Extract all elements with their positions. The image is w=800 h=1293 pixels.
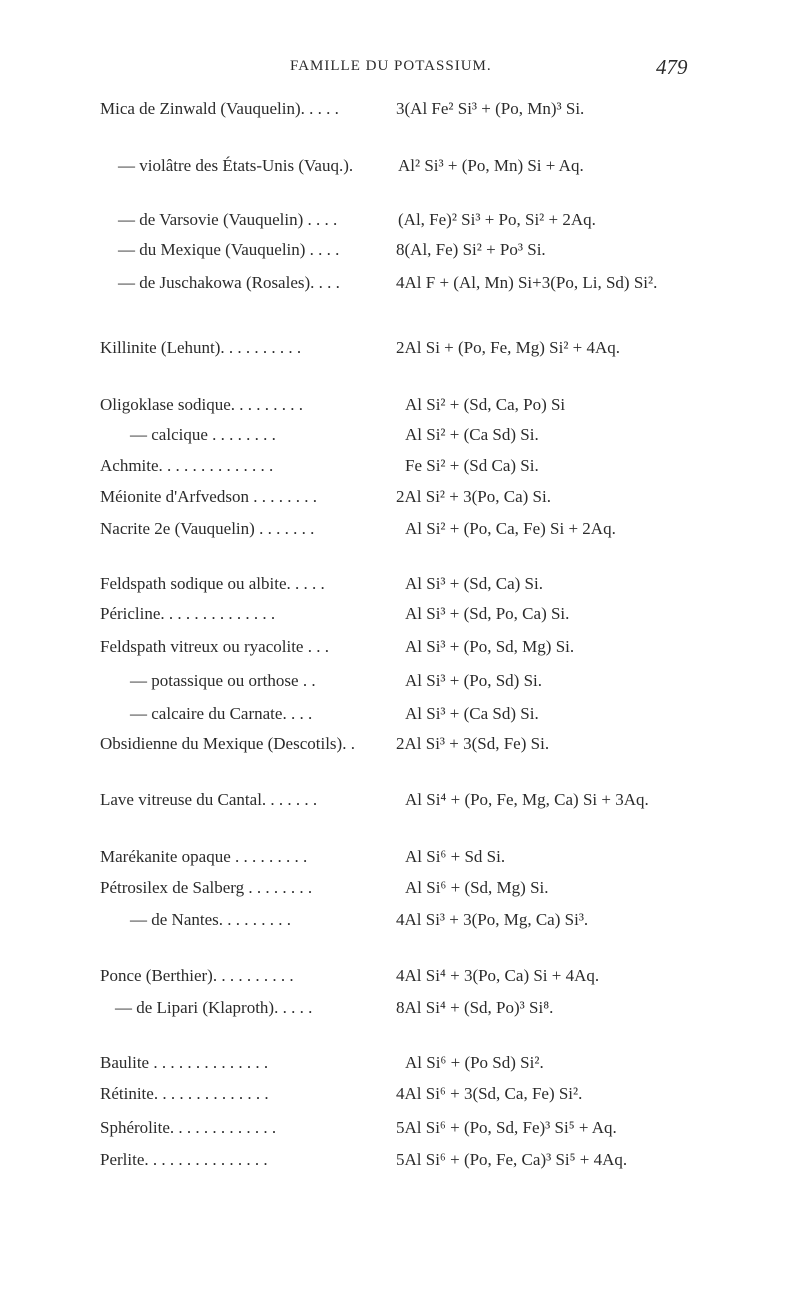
list-item [0,1117,800,1147]
mineral-name: — calcaire du Carnate. . . . [130,704,313,723]
mineral-name: — potassique ou orthose . . [130,671,316,690]
mineral-formula: Al Si⁶ + (Sd, Mg) Si. [405,878,549,897]
mineral-formula: 4Al F + (Al, Mn) Si+3(Po, Li, Sd) Si². [396,273,658,292]
list-item [0,877,800,907]
list-item [0,424,800,454]
mineral-name: — du Mexique (Vauquelin) . . . . [118,240,340,259]
mineral-name: Achmite. . . . . . . . . . . . . . [100,456,274,475]
mineral-formula: 8(Al, Fe) Si² + Po³ Si. [396,240,546,259]
list-item [0,1083,800,1113]
list-item [0,518,800,548]
list-item [0,394,800,424]
mineral-formula: Al Si³ + (Po, Sd, Mg) Si. [405,637,575,656]
mineral-formula: (Al, Fe)² Si³ + Po, Si² + 2Aq. [398,210,596,229]
list-item [0,789,800,819]
mineral-formula: Al Si² + (Sd, Ca, Po) Si [405,395,566,414]
mineral-name: Mica de Zinwald (Vauquelin). . . . . [100,99,339,118]
running-title: FAMILLE DU POTASSIUM. [290,58,492,74]
mineral-formula: Al Si³ + (Sd, Po, Ca) Si. [405,604,570,623]
list-item [0,573,800,603]
mineral-name: Sphérolite. . . . . . . . . . . . . [100,1118,277,1137]
page-number: 479 [656,55,688,79]
list-item [0,703,800,733]
mineral-formula: Al² Si³ + (Po, Mn) Si + Aq. [398,156,584,175]
mineral-formula: 2Al Si³ + 3(Sd, Fe) Si. [396,734,550,753]
mineral-name: — de Varsovie (Vauquelin) . . . . [118,210,338,229]
mineral-name: Feldspath vitreux ou ryacolite . . . [100,637,329,656]
mineral-name: — de Juschakowa (Rosales). . . . [118,273,340,292]
list-item [0,98,800,128]
mineral-name: Ponce (Berthier). . . . . . . . . . [100,966,294,985]
list-item [0,239,800,269]
mineral-name: Obsidienne du Mexique (Descotils). . [100,734,355,753]
list-item [0,636,800,666]
mineral-name: — de Nantes. . . . . . . . . [130,910,292,929]
mineral-formula: Al Si⁶ + (Po Sd) Si². [405,1053,544,1072]
list-item [0,846,800,876]
mineral-formula: Al Si² + (Po, Ca, Fe) Si + 2Aq. [405,519,616,538]
mineral-formula: Al Si⁶ + Sd Si. [405,847,506,866]
mineral-name: Perlite. . . . . . . . . . . . . . . [100,1150,268,1169]
list-item [0,733,800,763]
list-item [0,997,800,1027]
mineral-formula: 2Al Si + (Po, Fe, Mg) Si² + 4Aq. [396,338,621,357]
mineral-name: Péricline. . . . . . . . . . . . . . [100,604,276,623]
list-item [0,155,800,185]
mineral-name: Killinite (Lehunt). . . . . . . . . . [100,338,302,357]
mineral-name: Pétrosilex de Salberg . . . . . . . . [100,878,313,897]
list-item [0,486,800,516]
list-item [0,1052,800,1082]
mineral-formula: 4Al Si⁶ + 3(Sd, Ca, Fe) Si². [396,1084,583,1103]
mineral-formula: 3(Al Fe² Si³ + (Po, Mn)³ Si. [396,99,585,118]
page-header [0,55,800,84]
mineral-name: Méionite d'Arfvedson . . . . . . . . [100,487,317,506]
list-item [0,209,800,239]
mineral-name: Oligoklase sodique. . . . . . . . . [100,395,304,414]
mineral-name: — de Lipari (Klaproth). . . . . [115,998,313,1017]
mineral-name: Lave vitreuse du Cantal. . . . . . . [100,790,318,809]
list-item [0,337,800,367]
list-item [0,455,800,485]
mineral-name: — violâtre des États-Unis (Vauq.). [118,156,354,175]
list-item [0,603,800,633]
mineral-name: Baulite . . . . . . . . . . . . . . [100,1053,269,1072]
mineral-formula: Al Si⁴ + (Po, Fe, Mg, Ca) Si + 3Aq. [405,790,649,809]
mineral-formula: 5Al Si⁶ + (Po, Sd, Fe)³ Si⁵ + Aq. [396,1118,617,1137]
mineral-formula: Fe Si² + (Sd Ca) Si. [405,456,539,475]
mineral-formula: Al Si³ + (Ca Sd) Si. [405,704,539,723]
list-item [0,670,800,700]
list-item [0,1149,800,1179]
list-item [0,909,800,939]
mineral-name: Feldspath sodique ou albite. . . . . [100,574,325,593]
mineral-formula: 8Al Si⁴ + (Sd, Po)³ Si⁸. [396,998,554,1017]
mineral-name: Rétinite. . . . . . . . . . . . . . [100,1084,269,1103]
mineral-formula: Al Si³ + (Po, Sd) Si. [405,671,543,690]
mineral-formula: 4Al Si⁴ + 3(Po, Ca) Si + 4Aq. [396,966,600,985]
mineral-formula: 4Al Si³ + 3(Po, Mg, Ca) Si³. [396,910,589,929]
mineral-formula: 2Al Si² + 3(Po, Ca) Si. [396,487,551,506]
mineral-name: Nacrite 2e (Vauquelin) . . . . . . . [100,519,315,538]
mineral-name: — calcique . . . . . . . . [130,425,276,444]
list-item [0,965,800,995]
mineral-formula: Al Si² + (Ca Sd) Si. [405,425,539,444]
mineral-name: Marékanite opaque . . . . . . . . . [100,847,308,866]
list-item [0,272,800,302]
mineral-formula: 5Al Si⁶ + (Po, Fe, Ca)³ Si⁵ + 4Aq. [396,1150,628,1169]
mineral-formula: Al Si³ + (Sd, Ca) Si. [405,574,543,593]
